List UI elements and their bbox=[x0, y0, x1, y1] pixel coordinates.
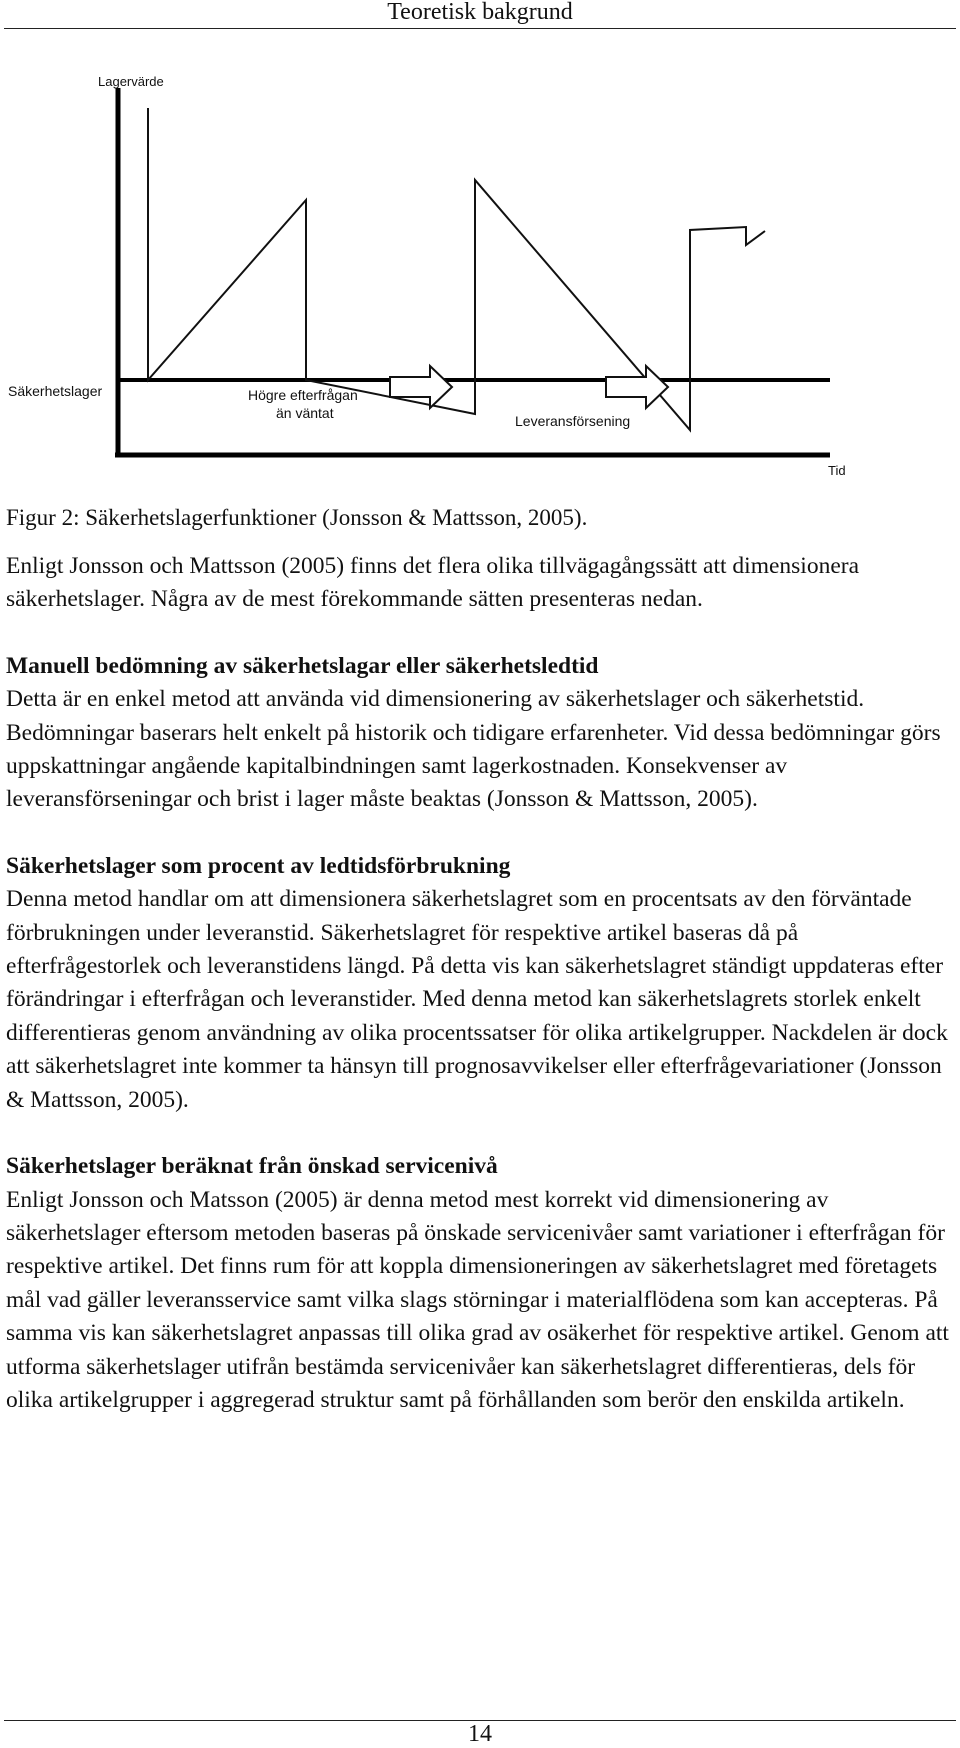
safety-stock-figure bbox=[0, 60, 960, 490]
document-body bbox=[6, 550, 956, 1450]
section-service-level bbox=[6, 1150, 956, 1417]
section-paragraph: Denna metod handlar om att dimensionera säkerhetslagret som en procentsats av den förväntade förbrukningen under leveranstid. Säkerhetslagret för respektive artikel baseras då på efterfrågestorlek och leveranstidens längd. På detta vis kan säkerhetslagret ständigt uppdateras efter förändringar i efterfrågan och leveranstider. Med denna metod kan säkerhetslagrets storlek enkelt differentieras genom användning av olika procentssatser för olika artikelgrupper. Nackdelen är dock att säkerhetslagret inte kommer ta hänsyn till prognosavvikelser eller efterfrågevariationer (Jonsson & Mattsson, 2005). bbox=[6, 886, 948, 1113]
x-axis-label: Tid bbox=[828, 463, 846, 478]
section-paragraph: Detta är en enkel metod att använda vid dimensionering av säkerhetslager och säkerhetstid. Bedömningar baserars helt enkelt på historik och tidigare erfarenheter. Vid dessa bedömningar görs uppskattningar angående kapitalbindningen samt lagerkostnaden. Konsekvenser av leveransförseningar och brist i lager måste beaktas (Jonsson & Mattsson, 2005). bbox=[6, 686, 941, 813]
section-percent-leadtime bbox=[6, 850, 956, 1117]
section-heading: Säkerhetslager beräknat från önskad servicenivå bbox=[6, 1153, 498, 1180]
running-header-title: Teoretisk bakgrund bbox=[387, 0, 573, 25]
section-manual-assessment bbox=[6, 650, 956, 817]
safety-stock-label: Säkerhetslager bbox=[8, 383, 103, 399]
intro-paragraph: Enligt Jonsson och Mattsson (2005) finns det flera olika tillvägagångssätt att dimensionera säkerhetslager. Några av de mest förekommande sätten presenteras nedan. bbox=[6, 553, 860, 613]
section-heading: Manuell bedömning av säkerhetslagar eller säkerhetsledtid bbox=[6, 652, 599, 679]
demand-annotation-line2: än väntat bbox=[276, 405, 334, 421]
y-axis-label: Lagervärde bbox=[98, 74, 164, 89]
demand-annotation-line1: Högre efterfrågan bbox=[248, 387, 358, 403]
header-divider bbox=[4, 28, 956, 29]
figure-caption: Figur 2: Säkerhetslagerfunktioner (Jonsson & Mattsson, 2005). bbox=[6, 505, 588, 530]
arrow-right-icon bbox=[390, 366, 452, 408]
sawtooth-diagram bbox=[0, 60, 960, 490]
section-paragraph: Enligt Jonsson och Matsson (2005) är denna metod mest korrekt vid dimensionering av säkerhetslager eftersom metoden baseras på önskade servicenivåer samt variationer i efterfrågan för respektive artikel. Det finns rum för att koppla dimensioneringen av säkerhetslagret med företagets mål vad gäller leveransservice samt vilka slags störningar i materialflödena som kan accepteras. På samma vis kan säkerhetslagret anpassas till olika grad av osäkerhet för respektive artikel. Genom att utforma säkerhetslager utifrån bestämda servicenivåer kan säkerhetslagret differentieras, dels för olika artikelgrupper i aggregerad struktur samt på förhållanden som berör den enskilda artikeln. bbox=[6, 1186, 949, 1413]
delay-annotation: Leveransförsening bbox=[515, 413, 631, 429]
arrow-right-icon bbox=[606, 366, 668, 408]
section-heading: Säkerhetslager som procent av ledtidsförbrukning bbox=[6, 852, 511, 879]
page-header bbox=[0, 0, 960, 26]
intro-block bbox=[6, 550, 956, 617]
page-number: 14 bbox=[468, 1721, 492, 1747]
